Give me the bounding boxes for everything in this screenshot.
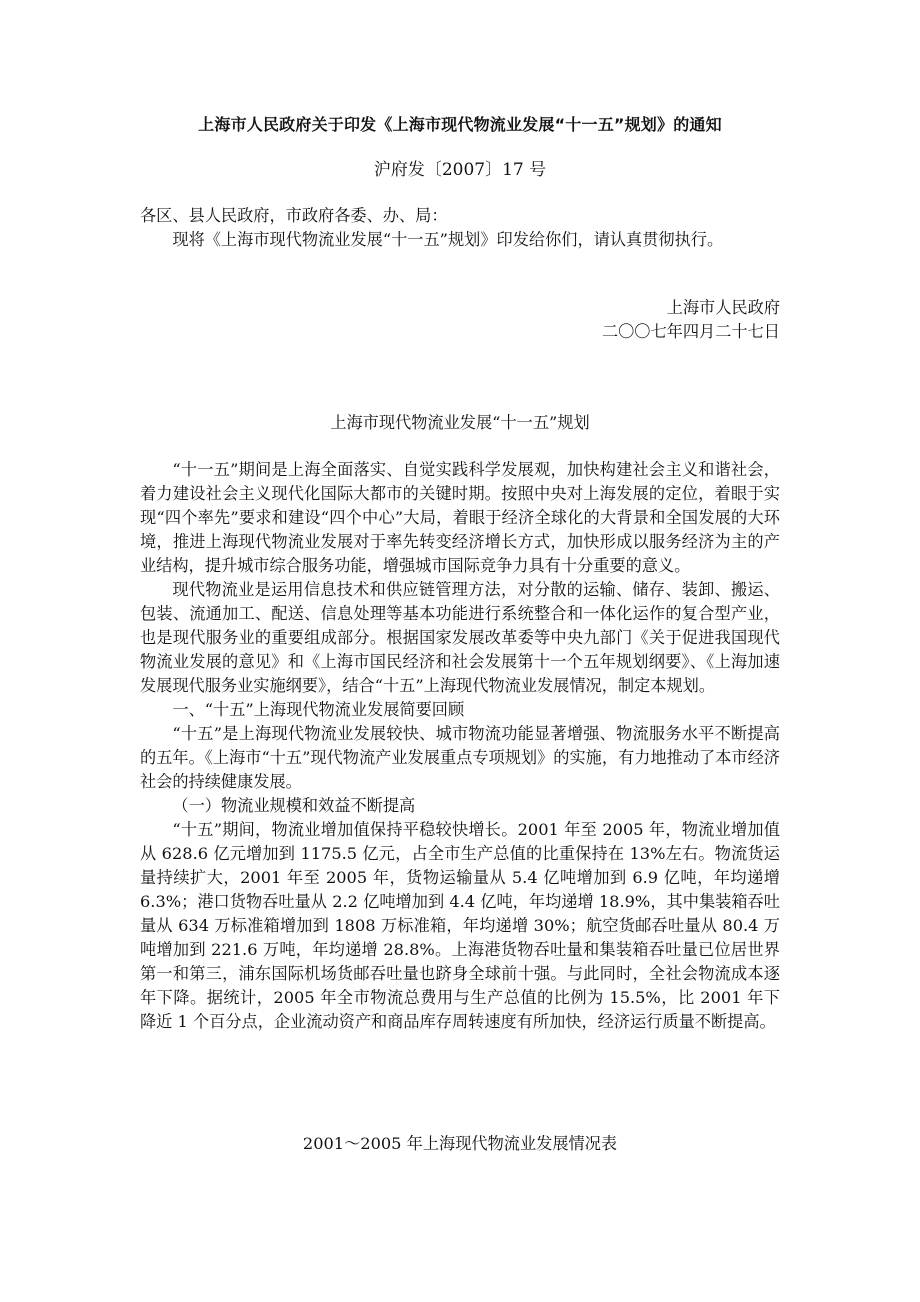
issue-date: 二〇〇七年四月二十七日 bbox=[601, 322, 780, 341]
section-heading: 一、“十五”上海现代物流业发展简要回顾 bbox=[172, 700, 465, 719]
table-caption: 2001～2005 年上海现代物流业发展情况表 bbox=[302, 1134, 618, 1153]
plan-title: 上海市现代物流业发展“十一五”规划 bbox=[330, 413, 590, 432]
plan-body bbox=[140, 458, 780, 1034]
notice-body: 现将《上海市现代物流业发展“十一五”规划》印发给你们，请认真贯彻执行。 bbox=[172, 230, 724, 249]
subsection-heading: （一）物流业规模和效益不断提高 bbox=[172, 796, 416, 815]
document-number: 沪府发〔2007〕17 号 bbox=[373, 160, 547, 180]
paragraph-subsection-1: “十五”期间，物流业增加值保持平稳较快增长。2001 年至 2005 年，物流业增加值从 628.6 亿元增加到 1175.5 亿元，占全市生产总值的比重保持在 13%左右。物流货运量持续扩大，2001 年至 2005 年，货物运输量从 5.4 亿吨增加到 6.9 亿吨，年均递增 6.3%；港口货物吞吐量从 2.2 亿吨增加到 4.4 亿吨，年均递增 18.9%，其中集装箱吞吐量从 634 万标准箱增加到 1808 万标准箱，年均递增 30%；航空货邮吞吐量从 80.4 万吨增加到 221.6 万吨，年均递增 28.8%。上海港货物吞吐量和集装箱吞吐量已位居世界第一和第三，浦东国际机场货邮吞吐量也跻身全球前十强。与此同时，全社会物流成本逐年下降。据统计，2005 年全市物流总费用与生产总值的比例为 15.5%，比 2001 年下降近 1 个百分点，企业流动资产和商品库存周转速度有所加快，经济运行质量不断提高。 bbox=[140, 820, 780, 1031]
paragraph-intro-2: 现代物流业是运用信息技术和供应链管理方法，对分散的运输、储存、装卸、搬运、包装、流通加工、配送、信息处理等基本功能进行系统整合和一体化运作的复合型产业，也是现代服务业的重要组成部分。根据国家发展改革委等中央九部门《关于促进我国现代物流业发展的意见》和《上海市国民经济和社会发展第十一个五年规划纲要》、《上海加速发展现代服务业实施纲要》，结合“十五”上海现代物流业发展情况，制定本规划。 bbox=[140, 580, 780, 695]
document-title: 上海市人民政府关于印发《上海市现代物流业发展“十一五”规划》的通知 bbox=[198, 115, 722, 134]
paragraph-section-1: “十五”是上海现代物流业发展较快、城市物流功能显著增强、物流服务水平不断提高的五年。《上海市“十五”现代物流产业发展重点专项规划》的实施，有力地推动了本市经济社会的持续健康发展。 bbox=[140, 724, 780, 791]
paragraph-intro-1: “十一五”期间是上海全面落实、自觉实践科学发展观，加快构建社会主义和谐社会，着力建设社会主义现代化国际大都市的关键时期。按照中央对上海发展的定位，着眼于实现“四个率先”要求和建设“四个中心”大局，着眼于经济全球化的大背景和全国发展的大环境，推进上海现代物流业发展对于率先转变经济增长方式，加快形成以服务经济为主的产业结构，提升城市综合服务功能，增强城市国际竞争力具有十分重要的意义。 bbox=[140, 460, 780, 575]
issuer: 上海市人民政府 bbox=[666, 298, 780, 317]
notice-addressee: 各区、县人民政府，市政府各委、办、局： bbox=[140, 206, 448, 225]
